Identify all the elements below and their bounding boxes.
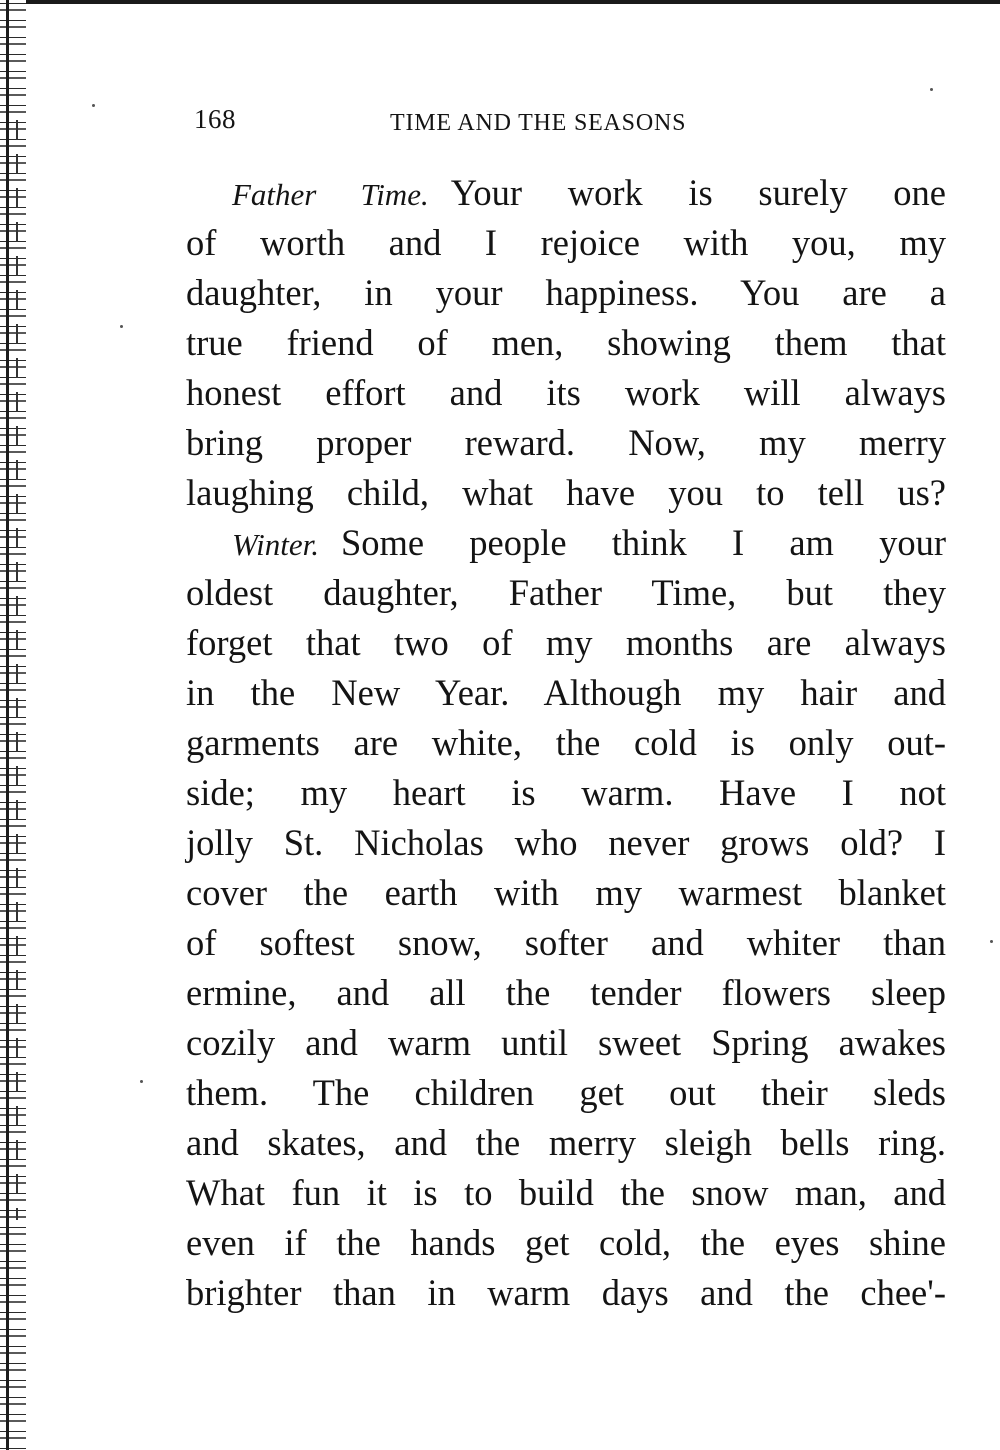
text-line: oldest daughter, Father Time, but they bbox=[186, 572, 946, 613]
speaker-label: Winter. bbox=[232, 527, 319, 562]
text-line: in the New Year. Although my hair and bbox=[186, 672, 946, 713]
line-text: Some people think I am your bbox=[340, 522, 946, 563]
scan-speck bbox=[92, 104, 95, 107]
text-line: and skates, and the merry sleigh bells ring. bbox=[186, 1122, 946, 1163]
page-number: 168 bbox=[194, 104, 236, 134]
scan-speck bbox=[930, 88, 933, 91]
text-line: jolly St. Nicholas who never grows old? I bbox=[186, 822, 946, 863]
text-line bbox=[186, 168, 946, 218]
text-line: cozily and warm until sweet Spring awakes bbox=[186, 1022, 946, 1063]
scan-speck bbox=[990, 940, 993, 943]
text-line: true friend of men, showing them that bbox=[186, 322, 946, 363]
scan-gutter-shadow bbox=[0, 0, 26, 1450]
text-line: even if the hands get cold, the eyes shine bbox=[186, 1222, 946, 1263]
running-head bbox=[194, 104, 764, 144]
scan-gutter-line-secondary bbox=[16, 120, 18, 1220]
text-line: of softest snow, softer and whiter than bbox=[186, 922, 946, 963]
text-line: side; my heart is warm. Have I not bbox=[186, 772, 946, 813]
scan-top-edge bbox=[0, 0, 1000, 4]
text-line: daughter, in your happiness. You are a bbox=[186, 272, 946, 313]
running-title: TIME AND THE SEASONS bbox=[390, 110, 687, 136]
text-line: of worth and I rejoice with you, my bbox=[186, 222, 946, 263]
text-line: brighter than in warm days and the chee'- bbox=[186, 1272, 946, 1313]
text-line: bring proper reward. Now, my merry bbox=[186, 422, 946, 463]
text-line: garments are white, the cold is only out- bbox=[186, 722, 946, 763]
scan-speck bbox=[120, 325, 123, 328]
body-text bbox=[186, 168, 946, 1318]
text-line: cover the earth with my warmest blanket bbox=[186, 872, 946, 913]
text-line: honest effort and its work will always bbox=[186, 372, 946, 413]
line-text: Your work is surely one bbox=[450, 172, 946, 213]
text-line: forget that two of my months are always bbox=[186, 622, 946, 663]
speaker-label: Father Time. bbox=[232, 177, 429, 212]
text-line: What fun it is to build the snow man, and bbox=[186, 1172, 946, 1213]
text-line: laughing child, what have you to tell us? bbox=[186, 472, 946, 513]
scan-speck bbox=[140, 1080, 143, 1083]
text-line: them. The children get out their sleds bbox=[186, 1072, 946, 1113]
text-line bbox=[186, 518, 946, 568]
text-line: ermine, and all the tender flowers sleep bbox=[186, 972, 946, 1013]
scan-gutter-line bbox=[6, 0, 9, 1450]
